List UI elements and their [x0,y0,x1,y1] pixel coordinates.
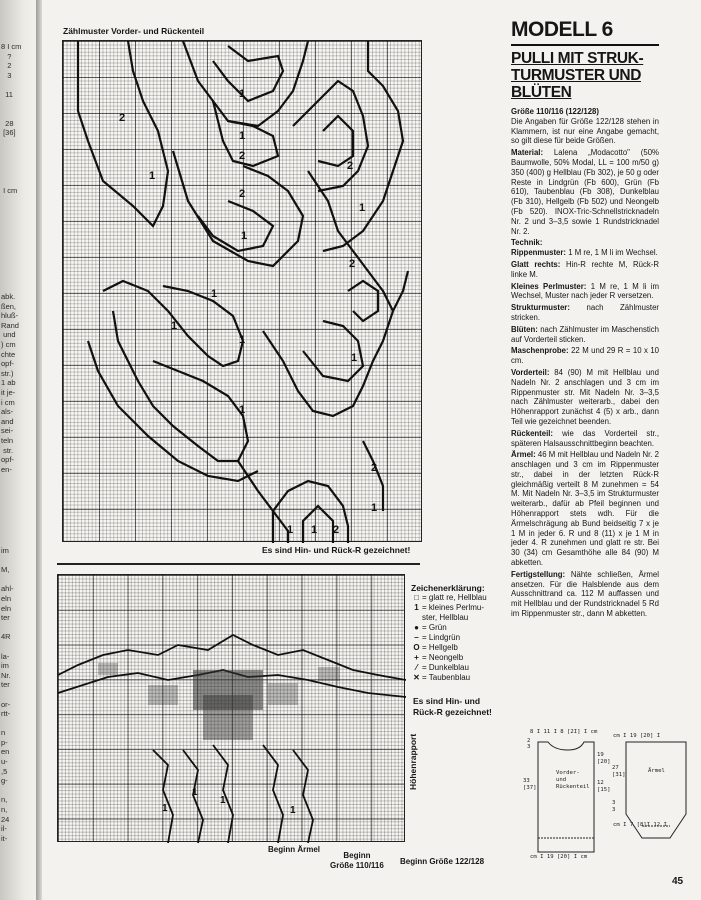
front-right-measure: 19 [20] 12 [15] [597,752,611,793]
glatt-heading: Glatt rechts: [511,259,561,269]
legend-row [411,663,506,673]
legend-title: Zeichenerklärung: [411,583,485,593]
legend-symbol: ✕ [413,673,420,682]
chart-number-label: 1 [290,805,296,816]
chart-number-label: 1 [311,524,318,536]
chart-number-label: 2 [239,150,246,162]
front-top-measure: 8 I 11 I 8 [2I] I cm [530,729,598,735]
chart-number-label: 1 [239,404,246,416]
chart-number-label: 2 [349,258,356,270]
front-left-measure-top: 2 3 [527,738,531,750]
vorder-heading: Vorderteil: [511,367,550,377]
sleeve-piece-label: Ärmel [648,768,665,774]
ruecken-heading: Rückenteil: [511,428,554,438]
chart-number-label: 1 [241,230,248,242]
previous-page-text-bottom: im M, ahl- eln eln ter 4R la- im Nr. ter or- rtt- n p- en u- ,5 g- n, n, 24 il- it- [1,546,14,843]
aermel-heading: Ärmel: [511,450,536,460]
legend-row [411,593,506,603]
legend-symbol: + [414,653,419,662]
upper-chart-title: Zählmuster Vorder- und Rückenteil [63,26,205,36]
chart-number-label: 1 [171,320,178,332]
technik-heading: Technik: [511,238,543,248]
upper-knitting-chart [62,40,422,542]
chart-legend [411,583,506,683]
page-number: 45 [672,876,684,887]
legend-text: = glatt re, Hellblau [422,593,487,602]
rippen-text: 1 M re, 1 M li im Wechsel. [568,248,658,258]
section-divider [57,563,420,565]
perl-heading: Kleines Perlmuster: [511,281,587,291]
ruecken-text: wie das Vorderteil str., späteren Halsausschnittbeginn beachten. [511,428,659,448]
chart-number-label: 1 [287,524,294,536]
legend-text: = Grün [422,623,447,632]
sleeve-bottom-measure: cm I 7 [8]I 12 I [613,822,667,828]
upper-chart-note: Es sind Hin- und Rück-R gezeichnet! [262,545,411,555]
model-heading: MODELL 6 [511,18,659,46]
chart-number-label: 1 [371,502,378,514]
legend-symbol: ● [414,623,419,632]
previous-page-edge [0,0,40,900]
chart-number-label: 1 [192,787,198,798]
lower-chart-pattern [58,575,406,843]
sleeve-start-label: Beginn Ärmel [268,845,321,854]
legend-row [411,633,506,643]
legend-symbol: □ [414,593,419,602]
blueten-heading: Blüten: [511,324,538,334]
probe-text: 22 M und 29 R = 10 x 10 cm. [511,346,660,366]
material-heading: Material: [511,148,544,158]
upper-chart-pattern [63,41,423,543]
fertig-text: Nähte schließen, Ärmel ansetzen. Für die Halsblende aus dem Ausschnittrand ca. 112 M auffassen und mit Hellblau und der Rundstricknadel 5 Rd im Rippenmuster str., dann M abketten. [511,569,659,619]
vorder-text: 84 (90) M mit Hellblau und Nadeln Nr. 2 anschlagen und 3 cm im Rippenmuster str. Mit Nadeln Nr. 3–3,5 nach Zählmuster weiterarb., dabei den Höhenrapport zunächst 4 (5) x arb., dann Teil wie gezeichnet beenden. [511,367,659,426]
chart-number-label: 2 [333,524,340,536]
front-left-measure: 33 [37] [523,778,537,791]
legend-text: = Taubenblau [422,673,471,682]
previous-page-text-top: 8 I cm ? 2 3 11 28 [36] I cm [1,42,22,195]
front-back-outline [538,742,594,852]
size-110-start-label: Beginn Größe 110/116 [330,851,384,870]
blueten-text: nach Zählmuster im Maschenstich auf Vorderteil sticken. [511,324,659,344]
chart-number-label: 1 [239,130,246,142]
fertig-heading: Fertigstellung: [511,569,566,579]
article-title: PULLI MIT STRUK- TURMUSTER UND BLÜTEN [511,50,644,101]
chart-number-label: 2 [347,160,354,172]
sleeve-top-measure: cm I 19 [20] I [613,733,661,739]
legend-text: = Hellgelb [422,643,458,652]
article-column [511,18,659,621]
legend-symbol: – [414,633,419,642]
article-body [511,107,659,619]
legend-text: = Neongelb [422,653,464,662]
material-text: Lalena „Modacotto" (50% Baumwolle, 50% Modal, LL = 100 m/50 g) 350 (400) g Hellblau (Fb 302), je 50 g oder Reste in Lindgrün (Fb 600), Grün (Fb 610), Taubenblau (Fb 308), Dunkelblau (Fb 310), Hellgelb (Fb 502) und Neongelb (Fb 520). INOX-Tric-Schnellstricknadeln Nr. 2 und 3–3,5 sowie 1 Rundstricknadel Nr. 2. [511,148,659,236]
front-bottom-measure: cm I 19 [20] I cm [530,854,588,860]
legend-symbol: 1 [414,603,419,612]
lower-knitting-chart [57,574,405,842]
chart-number-label: 1 [162,803,168,814]
chart-number-label: 1 [211,288,218,300]
rippen-heading: Rippenmuster: [511,248,567,258]
legend-text: = Lindgrün [422,633,461,642]
probe-heading: Maschenprobe: [511,346,569,356]
chart-number-label: 1 [239,334,246,346]
legend-row [411,623,506,633]
aermel-text: 46 M mit Hellblau und Nadeln Nr. 2 anschlagen und 3 cm im Rippenmuster str., dabei in der letzten Rück-R gleichmäßig verteilt 8 M zunehmen = 54 M. Mit Nadeln Nr. 3–3,5 im Strukturmuster weiterarb., dafür ab Pfeil beginnen und Höhenrapport stets wdh. Für die Ärmelschrägung ab Bund beidseitig 7 x je 1 M in jeder 6. R und 8 (11) x je 1 M in jeder 4. R zunehmen und glatt re str. Bei 30 (34) cm Gesamthöhe alle 84 (90) M abketten. [511,450,659,568]
legend-row [411,653,506,663]
perl-text: 1 M re, 1 M li im Wechsel, Muster nach jeder R versetzen. [511,281,660,301]
size-122-start-label: Beginn Größe 122/128 [400,857,485,866]
lower-chart-note: Es sind Hin- und Rück-R gezeichnet! [413,696,492,717]
legend-symbol: O [413,643,420,652]
legend-text: = Dunkelblau [422,663,469,672]
chart-number-label: 2 [119,112,126,124]
struktur-heading: Strukturmuster: [511,303,570,313]
legend-text: = kleines Perlmu- ster, Hellblau [422,603,485,622]
struktur-text: nach Zählmuster stricken. [511,303,659,322]
height-repeat-label: Höhenrapport [408,733,418,790]
pattern-schematics [510,728,700,868]
page-gutter [36,0,42,900]
chart-number-label: 1 [220,795,226,806]
previous-page-text-middle: abk. ßen, hluß- Rand und ) cm chte opf- str.) 1 ab it je- i cm als- and sei- teln str. opf- en- [1,292,19,474]
size-text: Die Angaben für Größe 122/128 stehen in Klammern, ist nur eine Angabe gemacht, so gilt diese für beide Größen. [511,116,659,146]
chart-number-label: 1 [239,88,246,100]
front-piece-label: Vorder- und Rückenteil [556,770,590,790]
chart-number-label: 1 [351,352,358,364]
legend-row [411,603,506,623]
chart-number-label: 2 [239,188,246,200]
sleeve-left-measure: 27 [31] 3 3 [612,765,626,813]
size-heading: Größe 110/116 (122/128) [511,107,599,116]
chart-number-label: 1 [149,170,156,182]
legend-row [411,643,506,653]
legend-symbol: ⁄ [415,663,418,672]
legend-row [411,673,506,683]
glatt-text: Hin-R rechte M, Rück-R linke M. [511,259,659,279]
chart-number-label: 2 [371,462,378,474]
chart-number-label: 1 [359,202,366,214]
